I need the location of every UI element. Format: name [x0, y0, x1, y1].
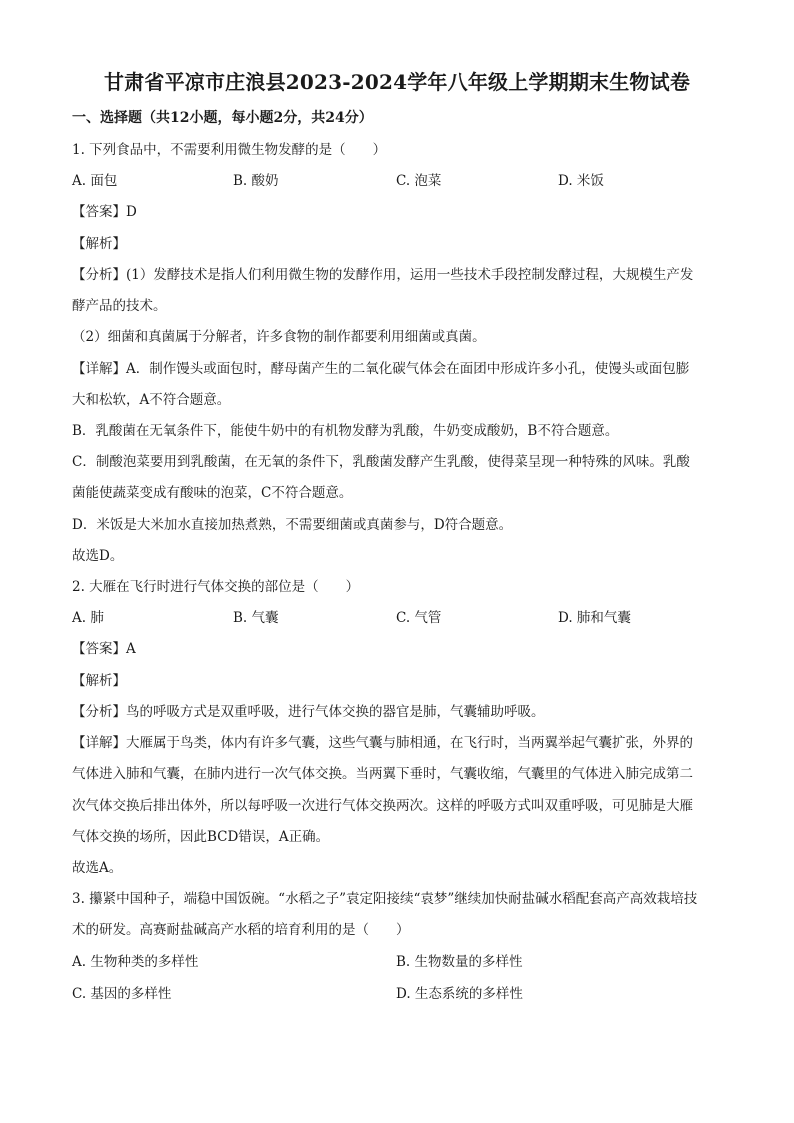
q2-answer: 【答案】A [72, 641, 136, 657]
q3-stem-2: 术的研发。高赛耐盐碱高产水稻的培育利用的是（ ） [72, 922, 410, 938]
q1-analysis-label: 【解析】 [72, 236, 126, 252]
q1-stem: 1. 下列食品中，不需要利用微生物发酵的是（ ） [72, 142, 387, 158]
q3-option-c: C. 基因的多样性 [72, 986, 172, 1002]
q2-analysis-label: 【解析】 [72, 673, 126, 689]
q3-option-d: D. 生态系统的多样性 [396, 986, 523, 1002]
q2-option-a: A. 肺 [72, 610, 104, 626]
q3-option-a: A. 生物种类的多样性 [72, 954, 199, 970]
q2-fenxi: 【分析】鸟的呼吸方式是双重呼吸，进行气体交换的器官是肺，气囊辅助呼吸。 [72, 704, 545, 720]
q3-stem-1: 3. 攥紧中国种子，端稳中国饭碗。“水稻之子”袁定阳接续“袁梦”继续加快耐盐碱水稻配套高产高效栽培技 [72, 891, 698, 907]
section-heading: 一、选择题（共12小题，每小题2分，共24分） [72, 110, 373, 126]
q1-detail-a: 【详解】A．制作馒头或面包时，酵母菌产生的二氧化碳气体会在面团中形成许多小孔，使馒头或面包膨 [72, 361, 690, 377]
q2-option-b: B. 气囊 [233, 610, 279, 626]
q1-answer: 【答案】D [72, 204, 137, 220]
q1-detail-d: D．米饭是大米加水直接加热煮熟，不需要细菌或真菌参与，D符合题意。 [72, 517, 513, 533]
q1-conclusion: 故选D。 [72, 548, 124, 564]
q3-option-b: B. 生物数量的多样性 [396, 954, 523, 970]
q1-detail-b: B．乳酸菌在无氧条件下，能使牛奶中的有机物发酵为乳酸，牛奶变成酸奶，B不符合题意。 [72, 423, 619, 439]
q1-option-d: D. 米饭 [558, 173, 604, 189]
exam-title: 甘肃省平凉市庄浪县2023-2024学年八年级上学期期末生物试卷 [103, 70, 691, 94]
q1-option-c: C. 泡菜 [396, 173, 442, 189]
q1-option-a: A. 面包 [72, 173, 118, 189]
q2-detail-4: 气体交换的场所，因此BCD错误，A正确。 [72, 829, 330, 845]
q1-detail-a-cont: 大和松软，A不符合题意。 [72, 392, 231, 408]
q2-conclusion: 故选A。 [72, 860, 123, 876]
q2-detail-2: 气体进入肺和气囊，在肺内进行一次气体交换。当两翼下垂时，气囊收缩，气囊里的气体进入肺完成第二 [72, 766, 693, 782]
q1-option-b: B. 酸奶 [233, 173, 279, 189]
q2-stem: 2. 大雁在飞行时进行气体交换的部位是（ ） [72, 579, 360, 595]
q2-detail-3: 次气体交换后排出体外，所以每呼吸一次进行气体交换两次。这样的呼吸方式叫双重呼吸，可见肺是大雁 [72, 798, 693, 814]
q1-fenxi-1b: 酵产品的技术。 [72, 298, 167, 314]
q1-fenxi-1: 【分析】(1）发酵技术是指人们利用微生物的发酵作用，运用一些技术手段控制发酵过程，大规模生产发 [72, 267, 694, 283]
q1-detail-c: C．制酸泡菜要用到乳酸菌，在无氧的条件下，乳酸菌发酵产生乳酸，使得菜呈现一种特殊的风味。乳酸 [72, 454, 690, 470]
q2-option-c: C. 气管 [396, 610, 442, 626]
q1-detail-c-cont: 菌能使蔬菜变成有酸味的泡菜，C不符合题意。 [72, 485, 353, 501]
q1-fenxi-2: （2）细菌和真菌属于分解者，许多食物的制作都要利用细菌或真菌。 [72, 329, 486, 345]
q2-detail-1: 【详解】大雁属于鸟类，体内有许多气囊，这些气囊与肺相通，在飞行时，当两翼举起气囊扩张，外界的 [72, 735, 693, 751]
q2-option-d: D. 肺和气囊 [558, 610, 631, 626]
